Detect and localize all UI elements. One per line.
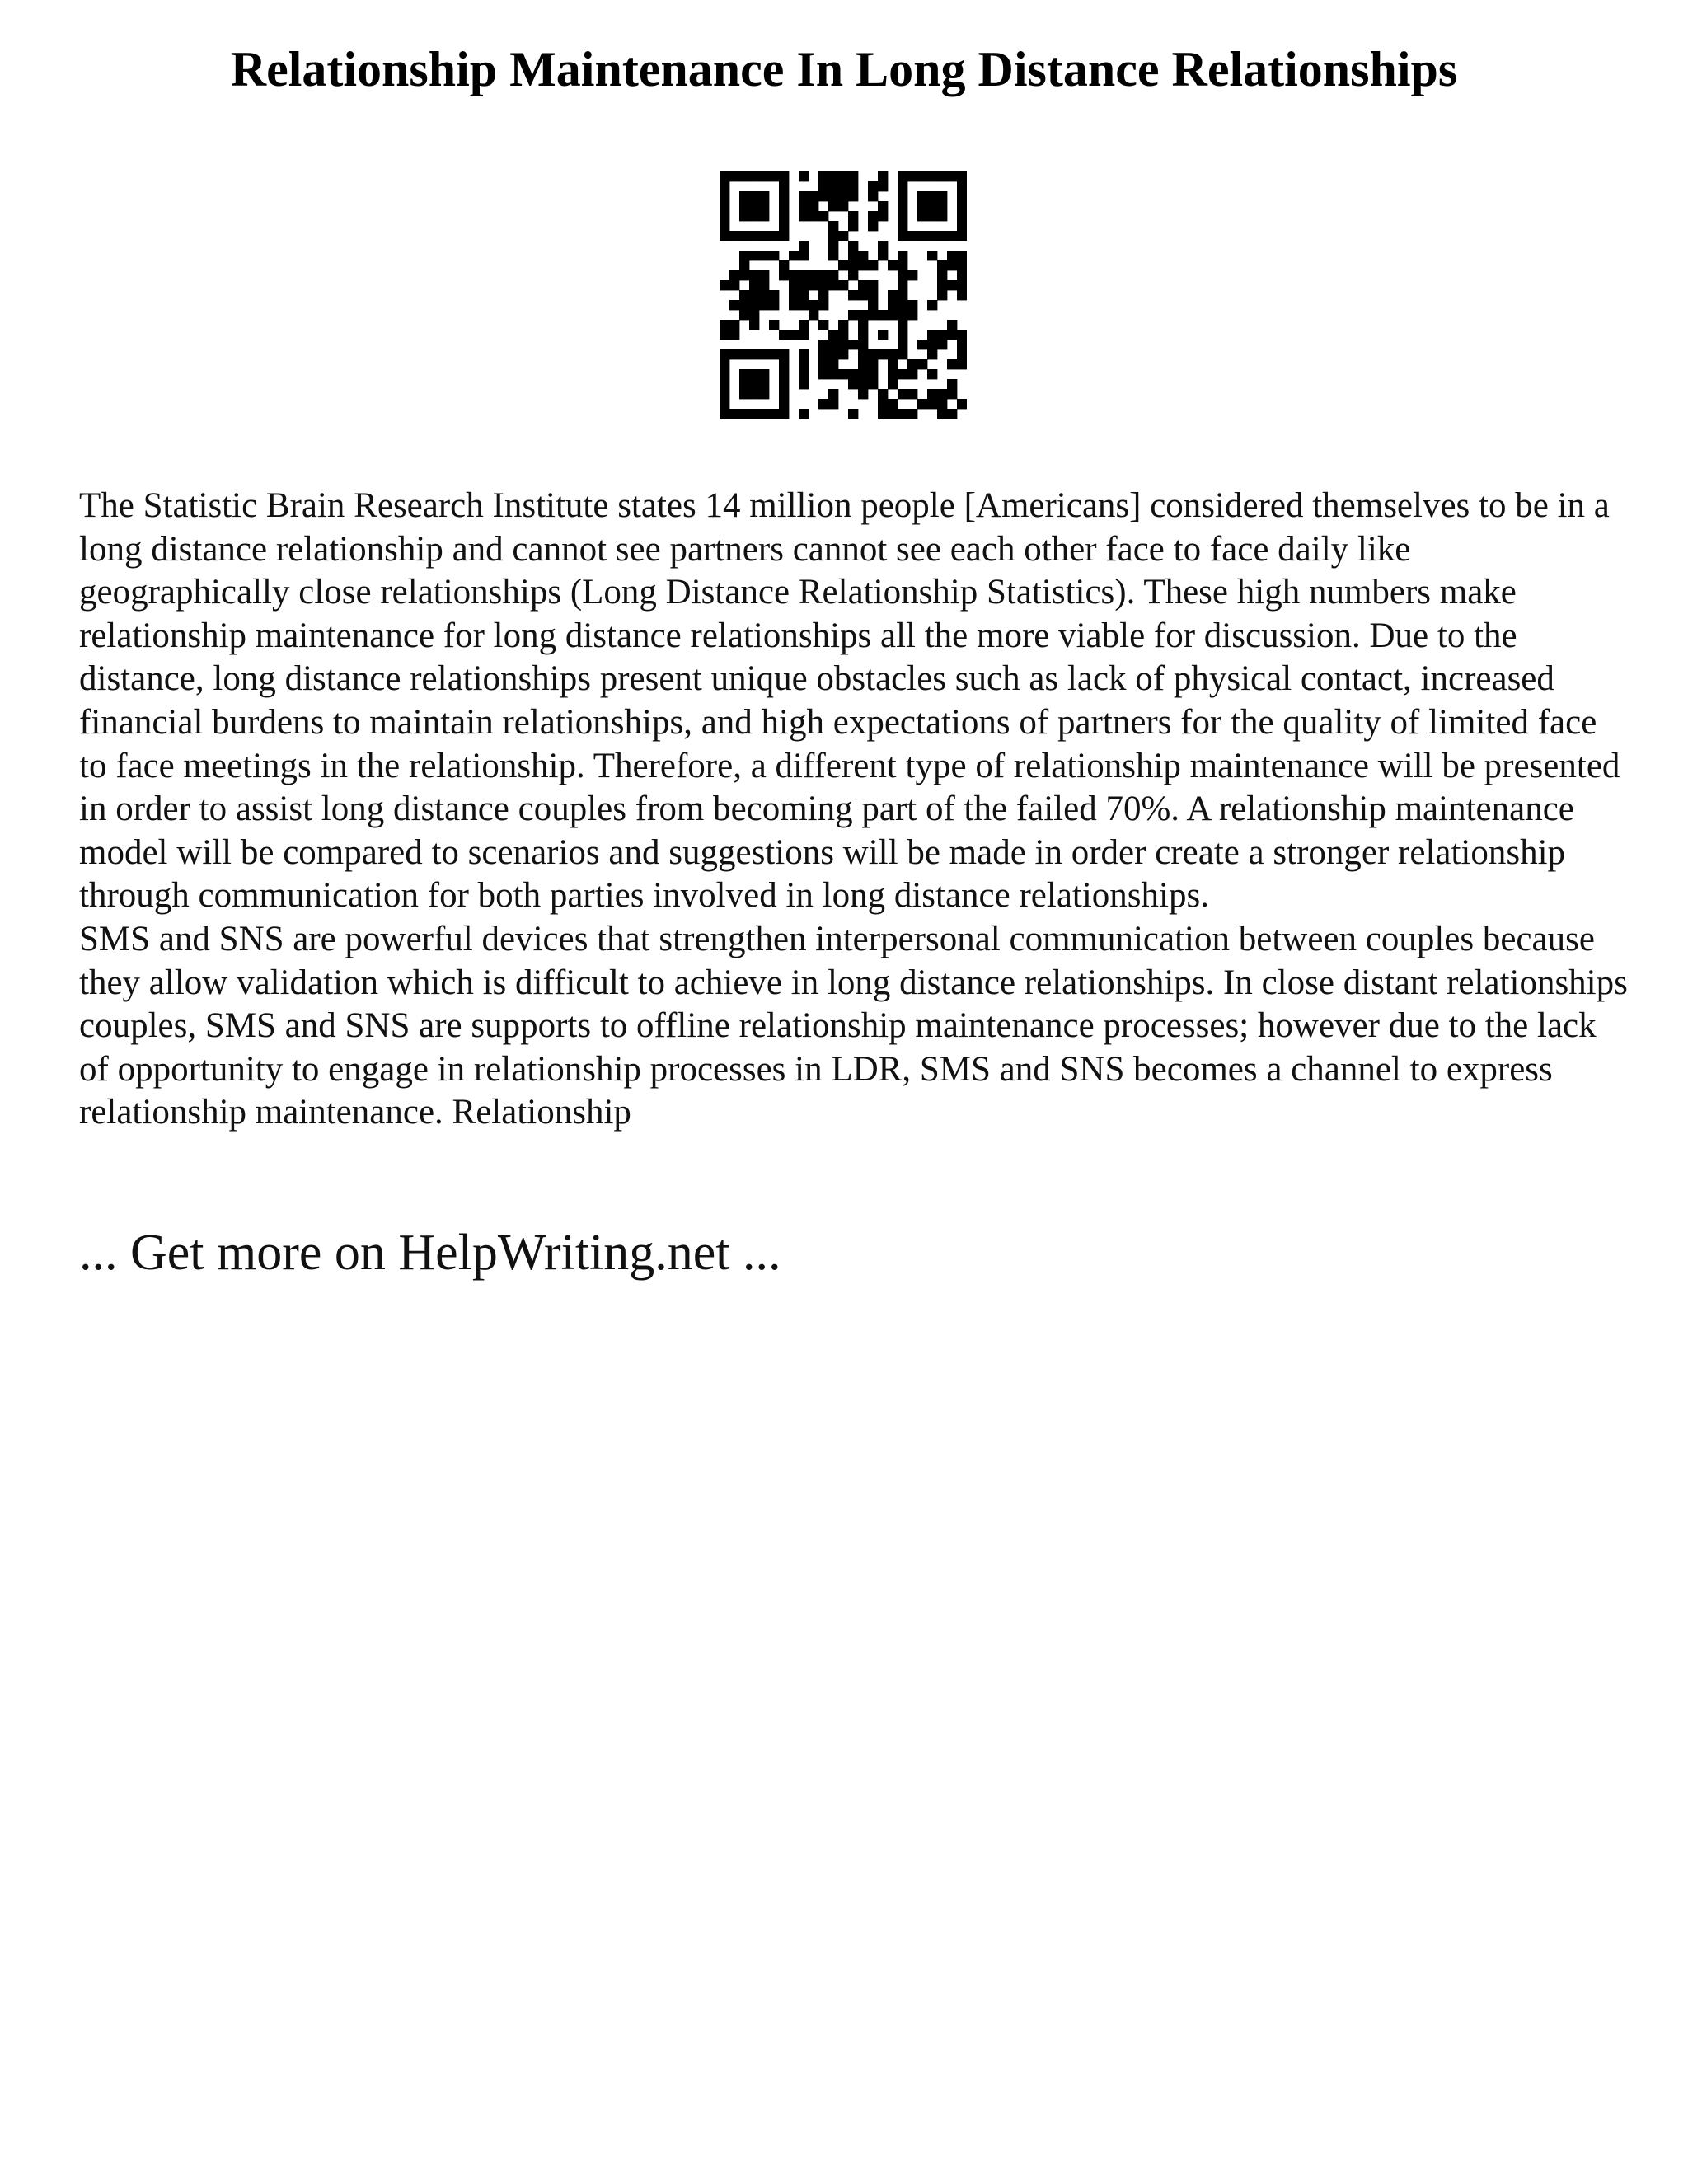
article-body xyxy=(79,485,1629,1135)
get-more-link[interactable]: ... Get more on HelpWriting.net ... xyxy=(79,1225,781,1281)
qr-code-icon xyxy=(720,171,967,419)
paragraph: The Statistic Brain Research Institute states 14 million people [Americans] considered themselves to be in a long distance relationship and cannot see partners cannot see each other face to face daily like geographically close relationships (Long Distance Relationship Statistics). These high numbers make relationship maintenance for long distance relationships all the more viable for discussion. Due to the distance, long distance relationships present unique obstacles such as lack of physical contact, increased financial burdens to maintain relationships, and high expectations of partners for the quality of limited face to face meetings in the relationship. Therefore, a different type of relationship maintenance will be presented in order to assist long distance couples from becoming part of the failed 70%. A relationship maintenance model will be compared to scenarios and suggestions will be made in order create a stronger relationship through communication for both parties involved in long distance relationships. xyxy=(79,486,1620,916)
paragraph: SMS and SNS are powerful devices that strengthen interpersonal communication between couples because they allow validation which is difficult to achieve in long distance relationships. In close distant relationships couples, SMS and SNS are supports to offline relationship maintenance processes; however due to the lack of opportunity to engage in relationship processes in LDR, SMS and SNS becomes a channel to express relationship maintenance. Relationship xyxy=(79,919,1628,1132)
page-title: Relationship Maintenance In Long Distance Relationships xyxy=(230,42,1458,96)
